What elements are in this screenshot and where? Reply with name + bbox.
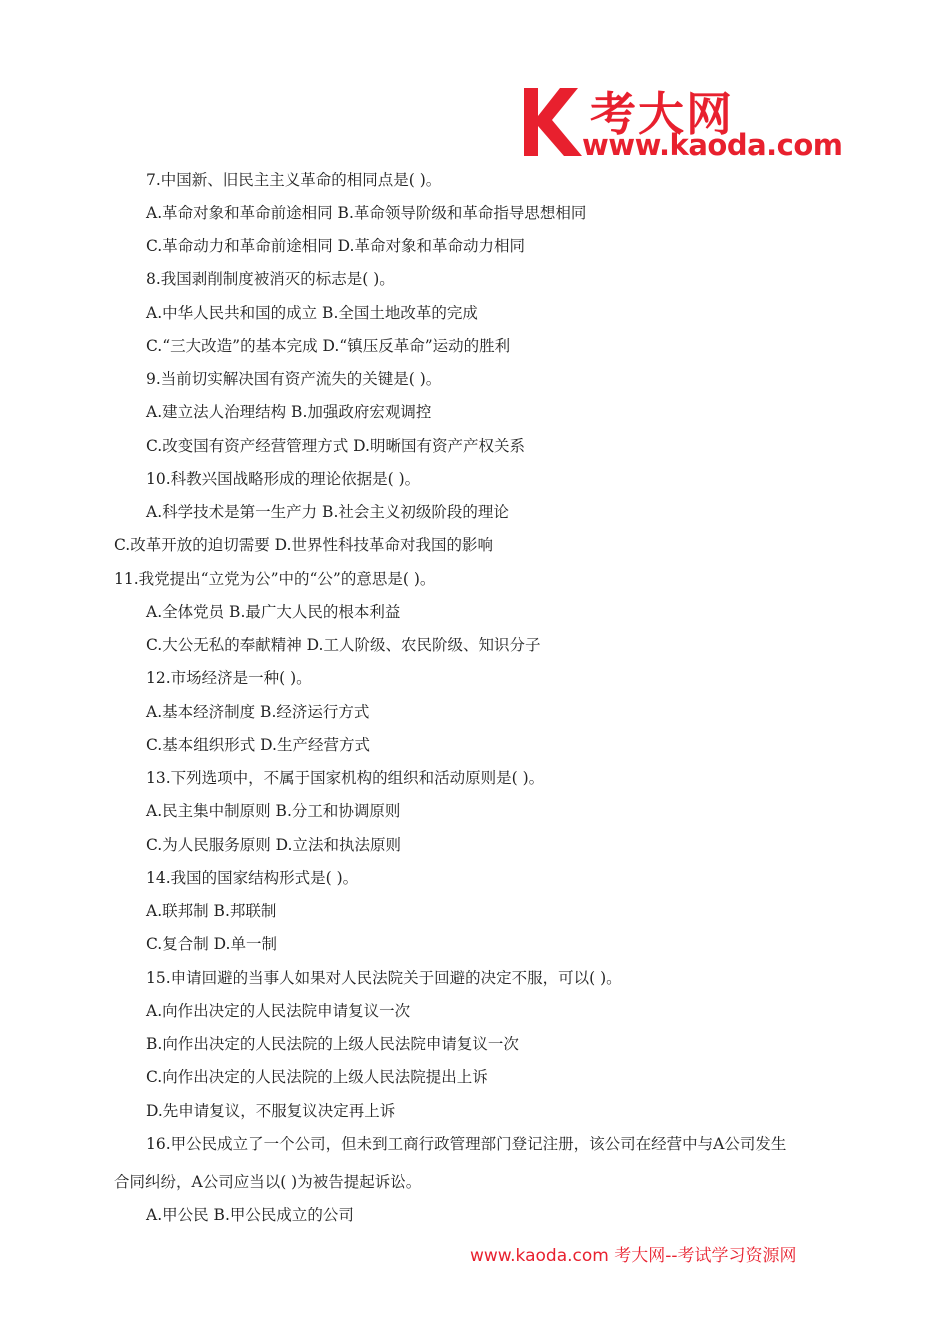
option-line: A.中华人民共和国的成立 B.全国土地改革的完成 — [146, 304, 478, 322]
k-logo-icon — [520, 82, 584, 160]
option-line: C.为人民服务原则 D.立法和执法原则 — [146, 836, 401, 854]
question-16: 16.甲公民成立了一个公司，但未到工商行政管理部门登记注册，该公司在经营中与A公司发生 — [146, 1135, 787, 1153]
question-14: 14.我国的国家结构形式是( )。 — [146, 869, 359, 887]
logo-name: 考大网 — [590, 87, 734, 141]
option-line: C.革命动力和革命前途相同 D.革命对象和革命动力相同 — [146, 237, 525, 255]
option-line: C.复合制 D.单一制 — [146, 935, 277, 953]
question-13: 13.下列选项中，不属于国家机构的组织和活动原则是( )。 — [146, 769, 545, 787]
option-line: C.改变国有资产经营管理方式 D.明晰国有资产产权关系 — [146, 437, 525, 455]
option-line: D.先申请复议，不服复议决定再上诉 — [146, 1102, 396, 1120]
option-line: A.甲公民 B.甲公民成立的公司 — [146, 1206, 354, 1224]
question-15: 15.申请回避的当事人如果对人民法院关于回避的决定不服，可以( )。 — [146, 969, 622, 987]
question-11: 11.我党提出“立党为公”中的“公”的意思是( )。 — [114, 570, 436, 588]
option-line: A.联邦制 B.邦联制 — [146, 902, 277, 920]
option-line: C.基本组织形式 D.生产经营方式 — [146, 736, 370, 754]
option-line: A.建立法人治理结构 B.加强政府宏观调控 — [146, 403, 432, 421]
option-line: A.科学技术是第一生产力 B.社会主义初级阶段的理论 — [146, 503, 509, 521]
option-line: A.全体党员 B.最广大人民的根本利益 — [146, 603, 401, 621]
question-9: 9.当前切实解决国有资产流失的关键是( )。 — [146, 370, 442, 388]
option-line: C.大公无私的奉献精神 D.工人阶级、农民阶级、知识分子 — [146, 636, 541, 654]
question-8: 8.我国剥削制度被消灭的标志是( )。 — [146, 270, 395, 288]
option-line: B.向作出决定的人民法院的上级人民法院申请复议一次 — [146, 1035, 519, 1053]
question-16-continued: 合同纠纷，A公司应当以( )为被告提起诉讼。 — [114, 1173, 422, 1191]
question-7: 7.中国新、旧民主主义革命的相同点是( )。 — [146, 171, 442, 189]
footer-link[interactable]: www.kaoda.com 考大网--考试学习资源网 — [470, 1246, 797, 1266]
question-10: 10.科教兴国战略形成的理论依据是( )。 — [146, 470, 421, 488]
option-line: C.向作出决定的人民法院的上级人民法院提出上诉 — [146, 1068, 488, 1086]
kaoda-logo — [520, 78, 850, 164]
option-line: C.“三大改造”的基本完成 D.“镇压反革命”运动的胜利 — [146, 337, 511, 355]
logo-url: www.kaoda.com — [582, 128, 843, 162]
option-line: C.改革开放的迫切需要 D.世界性科技革命对我国的影响 — [114, 536, 493, 554]
option-line: A.向作出决定的人民法院申请复议一次 — [146, 1002, 411, 1020]
option-line: A.民主集中制原则 B.分工和协调原则 — [146, 802, 401, 820]
option-line: A.基本经济制度 B.经济运行方式 — [146, 703, 370, 721]
option-line: A.革命对象和革命前途相同 B.革命领导阶级和革命指导思想相同 — [146, 204, 587, 222]
question-12: 12.市场经济是一种( )。 — [146, 669, 312, 687]
